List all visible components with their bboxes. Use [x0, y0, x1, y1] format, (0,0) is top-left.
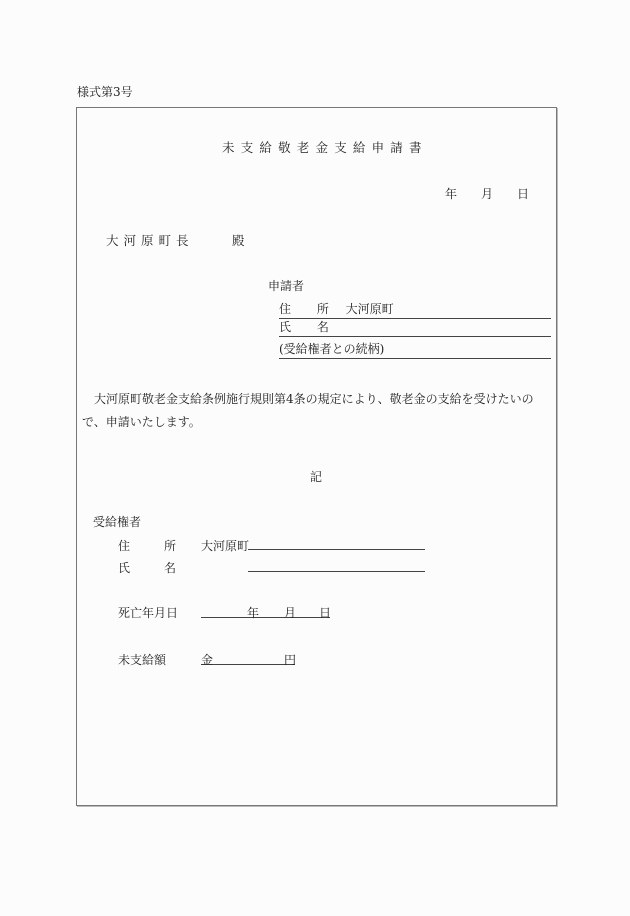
death-date-line[interactable] [201, 617, 330, 618]
recipient-name-label-2: 名 [164, 561, 177, 575]
applicant-address-field[interactable] [279, 300, 551, 319]
form-title: 未支給敬老金支給申請書 [222, 140, 428, 155]
recipient-label: 受給権者 [93, 515, 142, 529]
application-form-frame [76, 107, 557, 806]
recipient-name-label-1: 氏 [118, 561, 131, 575]
death-date-day: 日 [319, 606, 332, 620]
unpaid-amount-suffix: 円 [284, 653, 297, 667]
recipient-address-value: 大河原町 [201, 539, 250, 553]
applicant-name-label: 氏 名 [279, 320, 340, 334]
recipient-name-line[interactable] [248, 571, 425, 572]
recipient-address-label-1: 住 [118, 539, 131, 553]
ki-heading: 記 [310, 470, 323, 484]
applicant-address-value: 大河原町 [345, 302, 394, 316]
death-date-label: 死亡年月日 [118, 606, 179, 620]
addressee-honorific: 殿 [232, 233, 245, 248]
unpaid-amount-label: 未支給額 [118, 653, 167, 667]
form-number: 様式第3号 [77, 85, 133, 99]
applicant-relationship-field[interactable] [279, 340, 551, 359]
applicant-relationship-label: (受給権者との続柄) [279, 342, 385, 356]
addressee-name: 大河原町長 [106, 233, 194, 248]
date-month-label: 月 [481, 187, 494, 201]
applicant-label: 申請者 [268, 279, 305, 293]
applicant-address-label: 住 所 [279, 302, 340, 316]
date-day-label: 日 [517, 187, 530, 201]
unpaid-amount-line[interactable] [201, 664, 295, 665]
unpaid-amount-prefix: 金 [201, 653, 214, 667]
death-date-month: 月 [284, 606, 297, 620]
recipient-address-label-2: 所 [164, 539, 177, 553]
application-statement: 大河原町敬老金支給条例施行規則第4条の規定により、敬老金の支給を受けたいので、申請いたします。 [82, 392, 534, 429]
applicant-name-field[interactable] [279, 318, 551, 337]
death-date-year: 年 [247, 606, 260, 620]
recipient-address-line[interactable] [248, 549, 425, 550]
date-year-label: 年 [445, 187, 458, 201]
